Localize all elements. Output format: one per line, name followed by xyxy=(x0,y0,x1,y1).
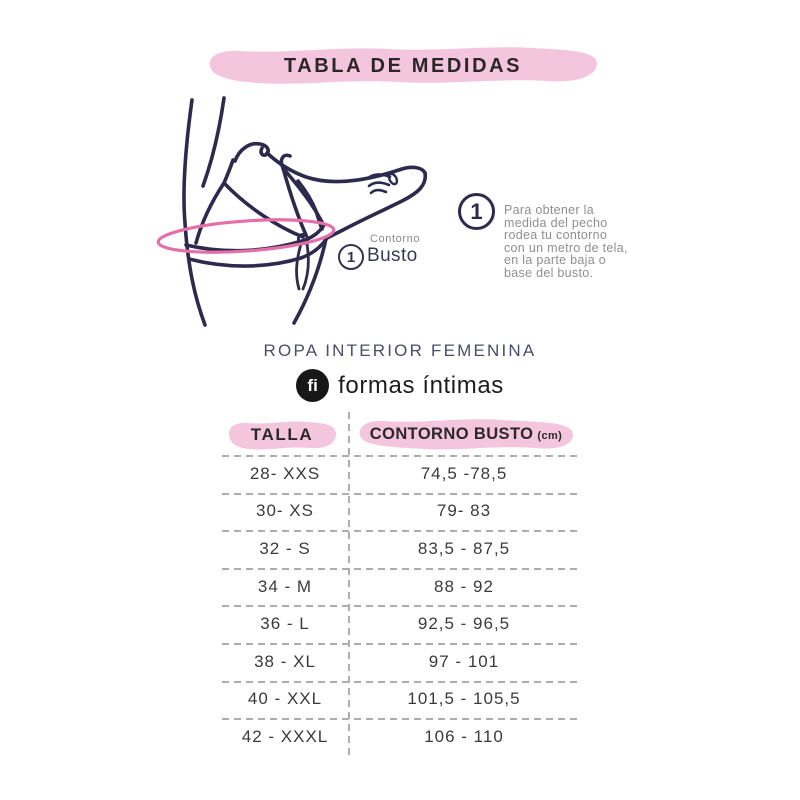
step-1-number: 1 xyxy=(470,198,483,224)
contorno-busto-header xyxy=(352,414,580,454)
bust-cell: 92,5 - 96,5 xyxy=(417,614,511,634)
size-cell: 40 - XXL xyxy=(247,689,323,709)
title-banner xyxy=(198,42,608,90)
bust-cell: 79- 83 xyxy=(436,501,492,521)
bust-callout-badge xyxy=(338,244,364,270)
size-cell: 34 - M xyxy=(257,576,313,596)
bust-cell: 88 - 92 xyxy=(434,576,494,596)
table-row xyxy=(222,718,580,756)
bust-cell: 83,5 - 87,5 xyxy=(417,538,511,558)
table-row xyxy=(222,681,580,719)
talla-header-label: TALLA xyxy=(250,425,314,444)
torso-line-art xyxy=(140,93,460,328)
brand-logo-glyph: fi xyxy=(307,375,318,395)
contorno-busto-header-label: CONTORNO BUSTO xyxy=(369,424,534,443)
bust-cell: 101,5 - 105,5 xyxy=(407,689,521,709)
size-cell: 28- XXS xyxy=(249,463,321,483)
category-title: ROPA INTERIOR FEMENINA xyxy=(263,341,537,360)
table-row xyxy=(222,568,580,606)
table-body xyxy=(222,455,580,756)
bust-cell: 97 - 101 xyxy=(428,651,500,671)
table-row xyxy=(222,643,580,681)
busto-label: Busto xyxy=(367,245,418,266)
measuring-instruction: Para obtener la medida del pecho rodea tu contorno con un metro de tela, en la parte baja o base del busto. xyxy=(504,203,628,280)
size-cell: 32 - S xyxy=(259,538,311,558)
bust-illustration xyxy=(140,93,460,328)
table-row xyxy=(222,493,580,531)
bust-cell: 106 - 110 xyxy=(424,726,504,746)
size-table xyxy=(222,410,580,760)
bust-callout-number: 1 xyxy=(346,248,356,266)
table-row xyxy=(222,605,580,643)
size-cell: 42 - XXXL xyxy=(241,726,329,746)
contorno-label: Contorno xyxy=(370,233,421,245)
size-cell: 36 - L xyxy=(260,614,310,634)
step-1-badge xyxy=(458,193,495,230)
cm-unit-label: (cm) xyxy=(537,430,563,442)
size-cell: 30- XS xyxy=(256,501,314,521)
brand-logo-icon xyxy=(296,369,329,402)
table-row xyxy=(222,530,580,568)
talla-header xyxy=(222,417,342,453)
table-row xyxy=(222,455,580,493)
size-cell: 38 - XL xyxy=(254,651,316,671)
brand-name: formas íntimas xyxy=(338,371,504,399)
brand-row xyxy=(0,369,800,402)
bust-cell: 74,5 -78,5 xyxy=(420,463,508,483)
page-title: TABLA DE MEDIDAS xyxy=(283,54,523,77)
